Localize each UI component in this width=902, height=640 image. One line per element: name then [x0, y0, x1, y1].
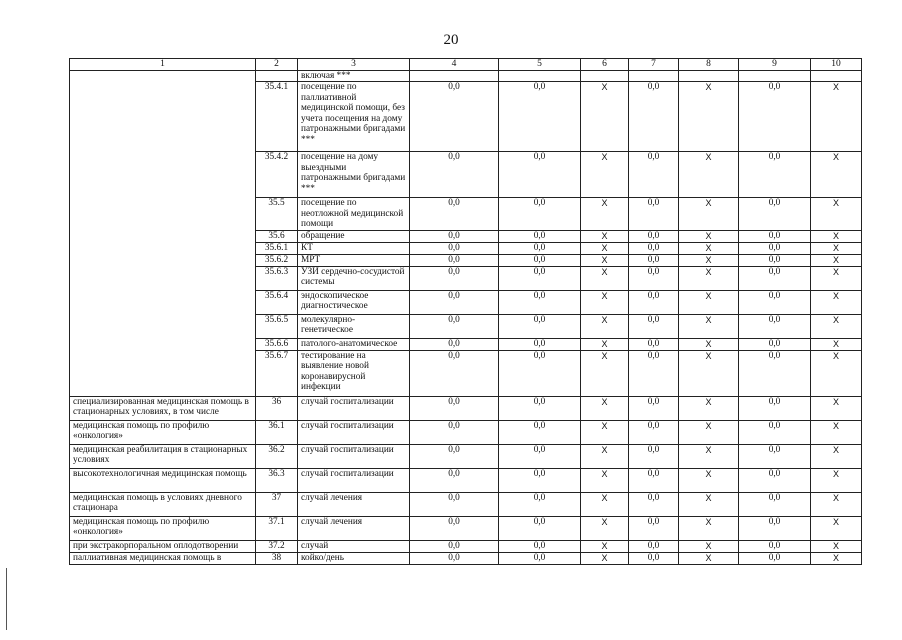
table-row	[70, 70, 862, 82]
value-cell: Х	[679, 516, 739, 540]
value-cell: 0,0	[629, 338, 679, 350]
code-cell: 35.5	[256, 198, 298, 231]
value-cell: 0,0	[629, 468, 679, 492]
unit-cell: случай лечения	[298, 492, 410, 516]
column-header: 9	[739, 59, 811, 71]
unit-cell: случай госпитализации	[298, 444, 410, 468]
value-cell: 0,0	[739, 266, 811, 290]
row-name-cell: медицинская реабилитация в стационарных условиях	[70, 444, 256, 468]
value-cell: 0,0	[410, 254, 499, 266]
value-cell: Х	[679, 314, 739, 338]
code-cell: 35.6.6	[256, 338, 298, 350]
value-cell: 0,0	[499, 444, 581, 468]
code-cell: 37.2	[256, 540, 298, 552]
value-cell: 0,0	[410, 314, 499, 338]
unit-cell: обращение	[298, 230, 410, 242]
value-cell: Х	[811, 314, 862, 338]
value-cell: Х	[811, 82, 862, 152]
unit-cell: эндоскопическое диагностическое	[298, 290, 410, 314]
column-header: 8	[679, 59, 739, 71]
header-row	[70, 59, 862, 71]
value-cell: 0,0	[499, 468, 581, 492]
value-cell: 0,0	[739, 396, 811, 420]
code-cell: 35.6.4	[256, 290, 298, 314]
value-cell: Х	[679, 420, 739, 444]
value-cell: Х	[581, 516, 629, 540]
code-cell: 36.2	[256, 444, 298, 468]
code-cell: 36.3	[256, 468, 298, 492]
value-cell: Х	[581, 152, 629, 198]
value-cell: 0,0	[410, 492, 499, 516]
value-cell: 0,0	[739, 82, 811, 152]
value-cell: 0,0	[629, 254, 679, 266]
value-cell: 0,0	[499, 396, 581, 420]
value-cell: 0,0	[629, 230, 679, 242]
value-cell: 0,0	[629, 152, 679, 198]
value-cell: Х	[581, 552, 629, 564]
value-cell: Х	[581, 254, 629, 266]
value-cell: Х	[581, 82, 629, 152]
column-header: 1	[70, 59, 256, 71]
value-cell: 0,0	[629, 516, 679, 540]
value-cell: 0,0	[739, 552, 811, 564]
value-cell: 0,0	[410, 420, 499, 444]
column-header: 3	[298, 59, 410, 71]
value-cell: 0,0	[499, 540, 581, 552]
value-cell: 0,0	[499, 198, 581, 231]
row-name-cell: специализированная медицинская помощь в стационарных условиях, в том числе	[70, 396, 256, 420]
value-cell: 0,0	[499, 230, 581, 242]
value-cell: Х	[679, 266, 739, 290]
value-cell: 0,0	[739, 492, 811, 516]
value-cell: Х	[679, 230, 739, 242]
value-cell: Х	[811, 350, 862, 396]
table-row	[70, 492, 862, 516]
value-cell: 0,0	[629, 266, 679, 290]
code-cell: 37	[256, 492, 298, 516]
unit-cell: случай лечения	[298, 516, 410, 540]
value-cell: Х	[811, 242, 862, 254]
code-cell: 35.6.3	[256, 266, 298, 290]
value-cell: Х	[581, 350, 629, 396]
value-cell: 0,0	[410, 540, 499, 552]
value-cell: 0,0	[629, 350, 679, 396]
row-name-cell: медицинская помощь по профилю «онкология»	[70, 516, 256, 540]
column-header: 5	[499, 59, 581, 71]
value-cell: 0,0	[410, 468, 499, 492]
table-row	[70, 516, 862, 540]
value-cell: 0,0	[499, 492, 581, 516]
value-cell: Х	[679, 254, 739, 266]
code-cell: 35.6.5	[256, 314, 298, 338]
unit-cell: молекулярно-генетическое	[298, 314, 410, 338]
value-cell: Х	[581, 468, 629, 492]
value-cell: Х	[811, 444, 862, 468]
unit-cell: тестирование на выявление новой коронавирусной инфекции	[298, 350, 410, 396]
value-cell: 0,0	[499, 254, 581, 266]
value-cell: 0,0	[629, 540, 679, 552]
value-cell: Х	[581, 314, 629, 338]
value-cell: Х	[811, 540, 862, 552]
value-cell: 0,0	[410, 552, 499, 564]
value-cell: Х	[581, 230, 629, 242]
value-cell: 0,0	[410, 266, 499, 290]
unit-cell: УЗИ сердечно-сосудистой системы	[298, 266, 410, 290]
value-cell: Х	[581, 492, 629, 516]
margin-line	[6, 568, 7, 630]
value-cell: Х	[811, 420, 862, 444]
value-cell: 0,0	[739, 290, 811, 314]
value-cell: 0,0	[629, 492, 679, 516]
value-cell: 0,0	[499, 290, 581, 314]
value-cell: Х	[811, 468, 862, 492]
unit-cell: койко/день	[298, 552, 410, 564]
value-cell: Х	[679, 540, 739, 552]
row-name-cell: медицинская помощь в условиях дневного стационара	[70, 492, 256, 516]
value-cell: 0,0	[739, 254, 811, 266]
table-row	[70, 420, 862, 444]
value-cell: 0,0	[410, 230, 499, 242]
row-name-cell	[70, 70, 256, 396]
value-cell: 0,0	[739, 230, 811, 242]
code-cell: 35.6.2	[256, 254, 298, 266]
value-cell: 0,0	[739, 468, 811, 492]
value-cell: 0,0	[739, 314, 811, 338]
value-cell: Х	[679, 492, 739, 516]
value-cell: Х	[581, 290, 629, 314]
value-cell: 0,0	[410, 338, 499, 350]
value-cell: Х	[811, 338, 862, 350]
value-cell: 0,0	[499, 314, 581, 338]
column-header: 10	[811, 59, 862, 71]
unit-cell: посещение по паллиативной медицинской помощи, без учета посещения на дому патронажными бригадами ***	[298, 82, 410, 152]
value-cell: Х	[679, 338, 739, 350]
unit-cell: случай госпитализации	[298, 468, 410, 492]
value-cell: Х	[581, 266, 629, 290]
unit-cell: патолого-анатомическое	[298, 338, 410, 350]
value-cell: 0,0	[739, 152, 811, 198]
row-name-cell: паллиативная медицинская помощь в	[70, 552, 256, 564]
value-cell: Х	[811, 552, 862, 564]
value-cell: Х	[811, 516, 862, 540]
table-row	[70, 444, 862, 468]
code-cell	[256, 70, 298, 82]
unit-cell: включая ***	[298, 70, 410, 82]
value-cell: 0,0	[499, 338, 581, 350]
column-header: 6	[581, 59, 629, 71]
value-cell: 0,0	[499, 82, 581, 152]
row-name-cell: медицинская помощь по профилю «онкология»	[70, 420, 256, 444]
value-cell: Х	[811, 254, 862, 266]
value-cell: Х	[581, 420, 629, 444]
table-row	[70, 396, 862, 420]
code-cell: 35.4.1	[256, 82, 298, 152]
code-cell: 37.1	[256, 516, 298, 540]
value-cell: Х	[581, 338, 629, 350]
unit-cell: посещение по неотложной медицинской помощи	[298, 198, 410, 231]
value-cell: Х	[581, 396, 629, 420]
value-cell: 0,0	[410, 350, 499, 396]
value-cell: 0,0	[629, 444, 679, 468]
value-cell: 0,0	[499, 350, 581, 396]
value-cell: 0,0	[629, 420, 679, 444]
column-header: 2	[256, 59, 298, 71]
column-header: 4	[410, 59, 499, 71]
value-cell: 0,0	[739, 420, 811, 444]
row-name-cell: при экстракорпоральном оплодотворении	[70, 540, 256, 552]
value-cell: 0,0	[739, 516, 811, 540]
value-cell: 0,0	[629, 396, 679, 420]
value-cell: 0,0	[410, 82, 499, 152]
value-cell: Х	[581, 540, 629, 552]
value-cell: Х	[679, 552, 739, 564]
value-cell: 0,0	[410, 444, 499, 468]
table-row	[70, 468, 862, 492]
value-cell: 0,0	[739, 338, 811, 350]
value-cell: 0,0	[499, 152, 581, 198]
value-cell: 0,0	[499, 242, 581, 254]
value-cell: Х	[811, 230, 862, 242]
value-cell: 0,0	[410, 516, 499, 540]
value-cell: 0,0	[629, 552, 679, 564]
value-cell: 0,0	[410, 242, 499, 254]
unit-cell: случай	[298, 540, 410, 552]
unit-cell: КТ	[298, 242, 410, 254]
value-cell: 0,0	[739, 444, 811, 468]
value-cell: 0,0	[739, 350, 811, 396]
column-header: 7	[629, 59, 679, 71]
code-cell: 35.6	[256, 230, 298, 242]
code-cell: 38	[256, 552, 298, 564]
table-row	[70, 552, 862, 564]
value-cell: Х	[581, 198, 629, 231]
unit-cell: случай госпитализации	[298, 396, 410, 420]
value-cell: Х	[811, 198, 862, 231]
value-cell: 0,0	[410, 290, 499, 314]
code-cell: 35.6.7	[256, 350, 298, 396]
value-cell: 0,0	[499, 420, 581, 444]
value-cell: Х	[679, 242, 739, 254]
code-cell: 36	[256, 396, 298, 420]
page-number: 20	[443, 32, 459, 48]
value-cell: 0,0	[739, 198, 811, 231]
value-cell: 0,0	[410, 198, 499, 231]
data-table	[69, 58, 862, 565]
value-cell: 0,0	[410, 396, 499, 420]
value-cell: Х	[581, 242, 629, 254]
value-cell: Х	[679, 82, 739, 152]
value-cell: 0,0	[499, 516, 581, 540]
value-cell: Х	[679, 444, 739, 468]
row-name-cell: высокотехнологичная медицинская помощь	[70, 468, 256, 492]
table-row	[70, 540, 862, 552]
code-cell: 36.1	[256, 420, 298, 444]
value-cell: 0,0	[629, 290, 679, 314]
value-cell: Х	[679, 198, 739, 231]
value-cell: Х	[811, 290, 862, 314]
value-cell: Х	[679, 396, 739, 420]
value-cell: Х	[811, 492, 862, 516]
value-cell: Х	[679, 290, 739, 314]
value-cell: Х	[679, 152, 739, 198]
value-cell: 0,0	[629, 198, 679, 231]
unit-cell: посещение на дому выездными патронажными бригадами ***	[298, 152, 410, 198]
value-cell: Х	[811, 396, 862, 420]
value-cell: 0,0	[499, 266, 581, 290]
value-cell: Х	[811, 152, 862, 198]
value-cell: 0,0	[629, 242, 679, 254]
code-cell: 35.6.1	[256, 242, 298, 254]
value-cell: 0,0	[410, 152, 499, 198]
value-cell: Х	[811, 266, 862, 290]
code-cell: 35.4.2	[256, 152, 298, 198]
value-cell: 0,0	[629, 314, 679, 338]
unit-cell: МРТ	[298, 254, 410, 266]
value-cell: Х	[679, 350, 739, 396]
value-cell: 0,0	[629, 82, 679, 152]
value-cell: Х	[679, 468, 739, 492]
value-cell: 0,0	[739, 540, 811, 552]
value-cell: Х	[581, 444, 629, 468]
value-cell: 0,0	[499, 552, 581, 564]
value-cell: 0,0	[739, 242, 811, 254]
unit-cell: случай госпитализации	[298, 420, 410, 444]
